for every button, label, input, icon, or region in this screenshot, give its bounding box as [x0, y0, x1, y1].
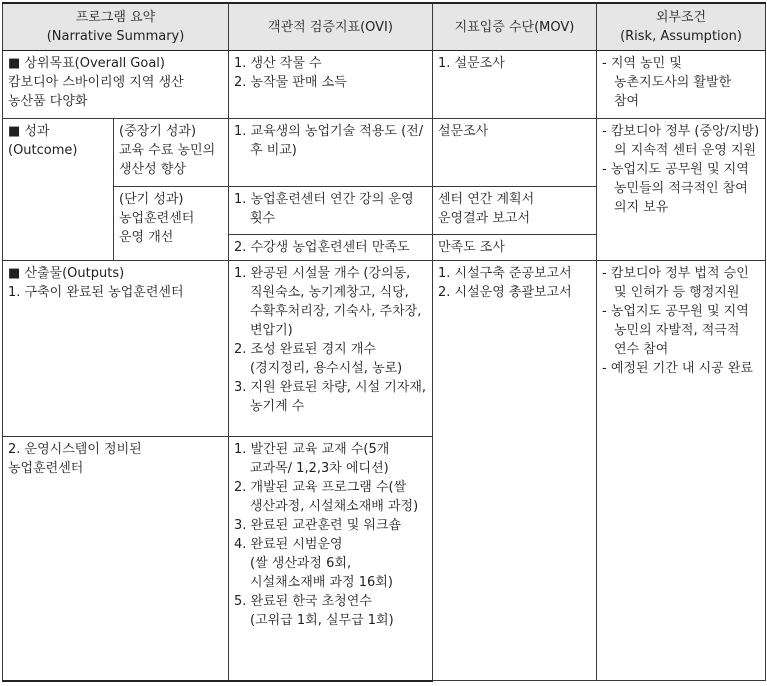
outcome-shortterm-mov-1: 센터 연간 계획서 운영결과 보고서: [433, 187, 597, 235]
outcome-shortterm-label: (단기 성과) 농업훈련센터 운영 개선: [114, 187, 229, 261]
goal-risk: [597, 51, 766, 119]
outputs-risk: [597, 261, 766, 681]
goal-row: [3, 51, 766, 119]
header-narrative-summary: [3, 3, 229, 51]
outputs-ovi-item: 1. 완공된 시설물 개수 (강의동, 직원숙소, 농기계창고, 식당, 수확후처리장, 기숙사, 주차장, 변압기): [234, 266, 422, 338]
outputs-narrative-1: ■ 산출물(Outputs) 1. 구축이 완료된 농업훈련센터: [3, 261, 229, 437]
outputs-ovi-item: 1. 발간된 교육 교재 수(5개 교과목/ 1,2,3차 에디션): [234, 442, 390, 476]
outcome-midterm-ovi-item: 1. 교육생의 농업기술 적용도 (전/후 비교): [234, 124, 424, 158]
outcome-midterm-label: (중장기 성과) 교육 수료 농민의 생산성 향상: [114, 119, 229, 187]
header-risk-ko: 외부조건: [655, 10, 707, 25]
outcome-shortterm-ovi-item: 1. 농업훈련센터 연간 강의 운영 횟수: [234, 192, 414, 226]
outcome-midterm-row: [3, 119, 766, 187]
goal-narrative: ■ 상위목표(Overall Goal) 캄보디아 스바이리엥 지역 생산 농산품 다양화: [3, 51, 229, 119]
header-risk: [597, 3, 766, 51]
outputs-risk-item: - 예정된 기간 내 시공 완료: [602, 361, 753, 376]
outputs-ovi-item: 3. 지원 완료된 차량, 시설 기자재, 농기계 수: [234, 380, 427, 414]
outputs-mov: [433, 261, 597, 681]
outputs-risk-item: - 캄보디아 정부 법적 승인 및 인허가 등 행정지원: [602, 266, 749, 300]
header-ovi: 객관적 검증지표(OVI): [229, 3, 433, 51]
outputs-ovi-item: 2. 조성 완료된 경지 개수 (경지정리, 용수시설, 농로): [234, 342, 403, 376]
header-narrative-ko: 프로그램 요약: [75, 10, 156, 25]
outputs-ovi-item: 3. 완료된 교관훈련 및 워크숍: [234, 518, 402, 533]
outputs-ovi-item: 2. 개발된 교육 프로그램 수(쌀 생산과정, 시설채소재배 과정): [234, 480, 419, 514]
goal-ovi: [229, 51, 433, 119]
outcome-midterm-mov: 설문조사: [433, 119, 597, 187]
outputs-ovi-item: 4. 완료된 시범운영 (쌀 생산과정 6회, 시설채소재배 과정 16회): [234, 537, 393, 590]
outputs-row-1: [3, 261, 766, 437]
outcome-shortterm-mov-2: 만족도 조사: [433, 235, 597, 261]
outputs-mov-item: 1. 시설구축 준공보고서: [438, 266, 572, 281]
outcome-midterm-ovi: [229, 119, 433, 187]
outputs-ovi-1: [229, 261, 433, 437]
outputs-ovi-2: [229, 437, 433, 681]
goal-ovi-item: 1. 생산 작물 수: [234, 56, 322, 71]
outputs-ovi-item: 5. 완료된 한국 초청연수 (고위급 1회, 실무급 1회): [234, 594, 394, 628]
goal-mov: [433, 51, 597, 119]
header-mov: 지표입증 수단(MOV): [433, 3, 597, 51]
header-narrative-en: (Narrative Summary): [46, 29, 185, 44]
outputs-mov-item: 2. 시설운영 총괄보고서: [438, 285, 572, 300]
header-risk-en: (Risk, Assumption): [620, 29, 742, 44]
outcome-risk-item: - 농업지도 공무원 및 지역 농민들의 적극적인 참여 의지 보유: [602, 162, 749, 215]
outcome-shortterm-ovi-2: [229, 235, 433, 261]
goal-mov-item: 1. 설문조사: [438, 56, 505, 71]
outcome-shortterm-ovi-item: 2. 수강생 농업훈련센터 만족도: [234, 240, 410, 255]
outcome-risk: [597, 119, 766, 261]
goal-ovi-item: 2. 농작물 판매 소득: [234, 75, 347, 90]
outcome-shortterm-ovi-1: [229, 187, 433, 235]
goal-risk-item: - 지역 농민 및 농촌지도사의 활발한 참여: [602, 56, 732, 109]
outputs-risk-item: - 농업지도 공무원 및 지역 농민의 자발적, 적극적 연수 참여: [602, 304, 749, 357]
outcome-label: ■ 성과 (Outcome): [3, 119, 114, 261]
pdm-table: [2, 2, 766, 682]
outcome-risk-item: - 캄보디아 정부 (중앙/지방)의 지속적 센터 운영 지원: [602, 124, 760, 158]
outputs-narrative-2: 2. 운영시스템이 정비된 농업훈련센터: [3, 437, 229, 681]
header-row: [3, 3, 766, 51]
